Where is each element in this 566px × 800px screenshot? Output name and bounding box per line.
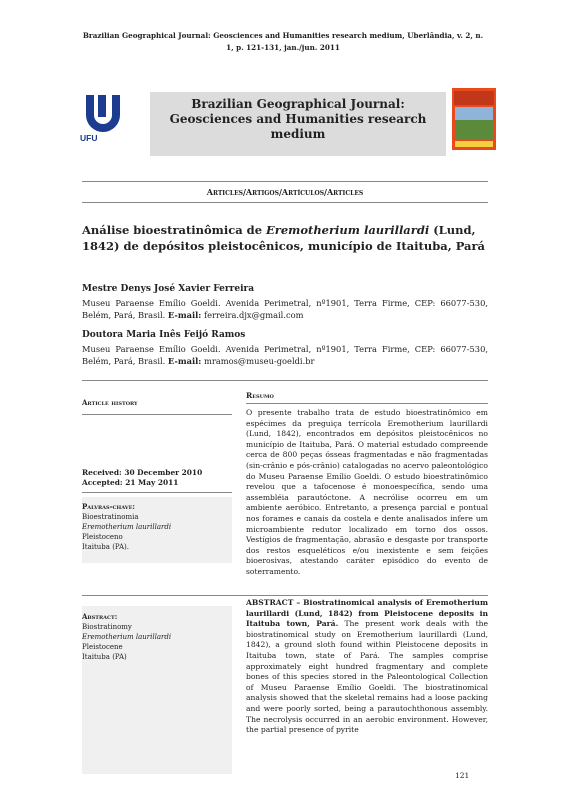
cover-footer [455,141,493,147]
running-header [60,30,506,54]
abstract-rule [82,595,488,596]
author-email[interactable]: ferreira.djx@gmail.com [204,310,304,320]
author-affiliation: Museu Paraense Emílio Goeldi. Avenida Perimetral, nº1901, Terra Firme, CEP: 66077-530, Belém, Pará, Brasil. E-mail: mramos@museu-goeldi.br [82,344,488,366]
history-rule [82,414,232,415]
keyword: Itaituba (PA). [82,543,130,551]
keywords-en [82,612,232,662]
cover-photo [455,107,493,139]
keywords-en-heading: Abstract: [82,612,118,621]
keyword: Pleistocene [82,643,123,651]
article-title [82,222,488,254]
email-label: E-mail: [167,356,202,366]
history-dates [82,468,232,488]
cover-header [454,91,494,105]
keyword: Pleistoceno [82,533,123,541]
title-italic: Eremotherium laurillardi [266,223,430,237]
author-affiliation: Museu Paraense Emílio Goeldi. Avenida Perimetral, nº1901, Terra Firme, CEP: 66077-530, Belém, Pará, Brasil. E-mail: ferreira.djx@gmail.com [82,298,488,320]
body-rule [82,380,488,381]
journal-title: Brazilian Geographical Journal: Geosciences and Humanities research medium [169,97,427,141]
title-part2: (Lund, 1842) de depósitos pleistocênicos, município de Itaituba, Pará [82,223,485,253]
section-rule-top [82,181,488,182]
author-email[interactable]: mramos@museu-goeldi.br [204,356,315,366]
article-history-heading: Article history [82,398,138,407]
resumo-heading: Resumo [246,391,274,400]
keywords-pt [82,502,232,552]
running-header-line1: Brazilian Geographical Journal: Geosciences and Humanities research medium, Uberlândia, v. 2, n. [82,31,484,40]
resumo-rule [246,403,488,404]
keyword: Eremotherium laurillardi [82,523,172,531]
keywords-pt-heading: Palvras-chave: [82,502,135,511]
keyword: Bioestratinomia [82,513,139,521]
logo-text: UFU [80,133,98,143]
abstract-body: The present work deals with the biostratinomical study on Eremotherium laurillardi (Lund, 1842), a ground sloth found within Pleistocene deposits in Itaituba town, state of Pará. The samples comprise approximately eight hundred fragmentary and complete bones of this species stored in the Paleontological Collection of Museu Paraense Emílio Goeldi. The biostratinomical analysis showed that the skeletal remains had a loose packing and were poorly sorted, being a parautochthonous assembly. The necrolysis occurred in an aerobic environment. However, the partial presence of pyrite [246,619,489,735]
abstract-lead: ABSTRACT – Biostratinomical analysis of Eremotherium laurillardi (Lund, 1842) from Pleistocene deposits in Itaituba town, Pará. [246,598,488,629]
keyword: Biostratinomy [82,623,132,631]
title-part1: Análise bioestratinômica de [82,223,267,237]
keyword: Eremotherium laurillardi [82,633,172,641]
ufu-logo-icon [80,93,126,153]
abstract-text [246,598,488,736]
article-history [82,398,232,408]
running-header-line2: 1, p. 121-131, jan./jun. 2011 [226,43,340,52]
author-name: Mestre Denys José Xavier Ferreira [82,284,255,294]
accepted-date: Accepted: 21 May 2011 [82,478,179,487]
resumo-text: O presente trabalho trata de estudo bioestratinômico em espécimes da preguiça terrícola Eremotherium laurillardi (Lund, 1842), encontrados em depósitos pleistocênicos no município de Itaituba, Pará. O material estudado compreende cerca de 800 peças ósseas fragmentadas e não fragmentadas (sin-crânio e pós-crânio) catalogadas no acervo paleontológico do Museu Paraense Emílio Goeldi. O estudo bioestratinômico revelou que a tafocenose é monoespecífica, sendo uma assembléia parautóctone. A necrólise ocorreu em um ambiente aeróbico. Entretanto, a presença parcial e pontual nos forames e canais da costela e dente analisados infere um microambiente redutor localizado em torno dos ossos. Vestígios de fragmentação, abrasão e desgaste por transporte dos restos esqueléticos e/ou inexistente e sem feições bioerosivas, atestando caráter episódico do evento de soterramento. [246,408,488,576]
received-date: Received: 30 December 2010 [82,468,203,477]
page-number: 121 [455,771,470,780]
history-rule-bottom [82,492,232,493]
email-label: E-mail: [167,310,202,320]
author-name: Doutora Maria Inês Feijó Ramos [82,330,246,340]
section-rule-bottom [82,202,488,203]
keyword: Itaituba (PA) [82,653,127,661]
section-title: Articles/Artigos/Artículos/Articles [206,187,364,197]
